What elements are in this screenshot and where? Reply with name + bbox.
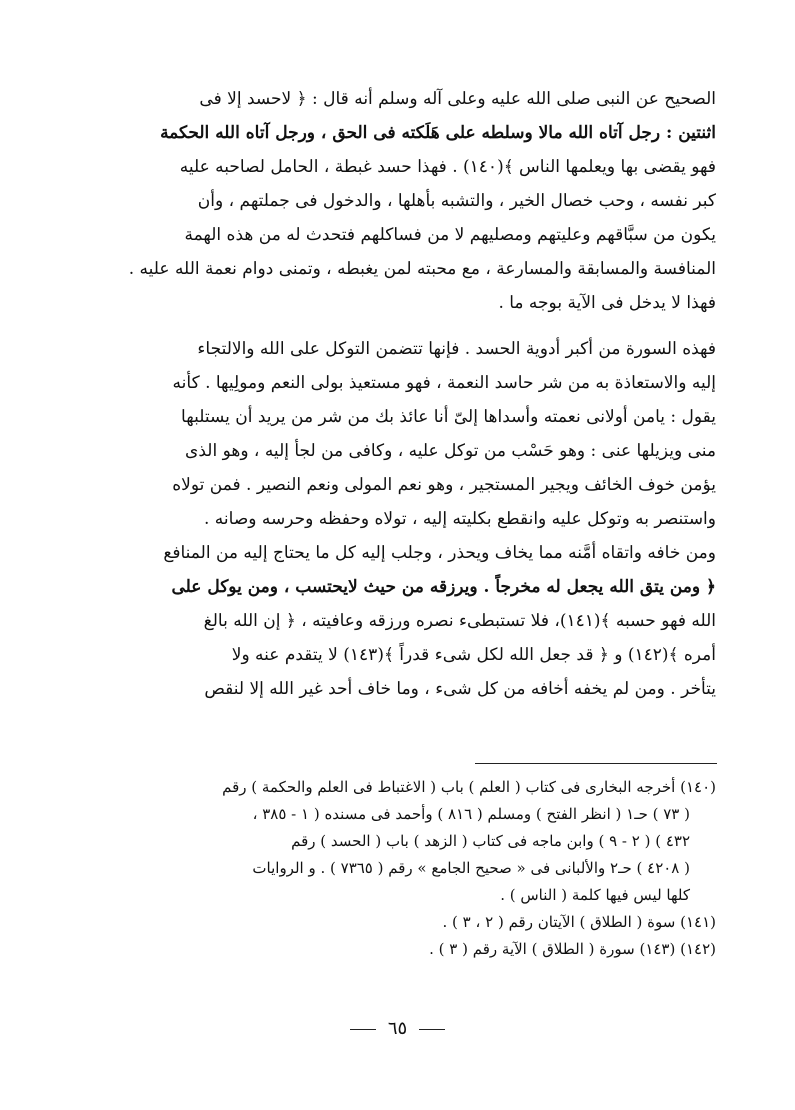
dash-left — [419, 1029, 445, 1030]
body-line: منى ويزيلها عنى : وهو حَسْب من توكل عليه ، وكافى من لجأ إليه ، وهو الذى — [185, 441, 716, 461]
body-line: فهو يقضى بها ويعلمها الناس ﴾(١٤٠) . فهذا حسد غبطة ، الحامل لصاحبه عليه — [179, 157, 716, 177]
footnote-line: ٤٣٢ ) ( ٢ - ٩ ) وابن ماجه فى كتاب ( الزهد ) باب ( الحسد ) رقم — [291, 832, 690, 850]
body-line: فهذه السورة من أكبر أدوية الحسد . فإنها تتضمن التوكل على الله والالتجاء — [197, 339, 716, 359]
body-line: أمره ﴾(١٤٢) و ﴿ قد جعل الله لكل شىء قدراً ﴾(١٤٣) لا يتقدم عنه ولا — [231, 645, 716, 665]
body-line: اثنتين : رجل آتاه الله مالا وسلطه على هَلَكته فى الحق ، ورجل آتاه الله الحكمة — [160, 123, 716, 143]
page-number-text: ٦٥ — [387, 1018, 408, 1039]
footnote-line: ( ٤٢٠٨ ) حـ٢ والألبانى فى « صحيح الجامع » رقم ( ٧٣٦٥ ) . و الروايات — [252, 859, 690, 877]
footnote-line: (١٤٢) (١٤٣) سورة ( الطلاق ) الآية رقم ( ٣ ) . — [429, 940, 716, 958]
footnote-line: (١٤٠) أخرجه البخارى فى كتاب ( العلم ) باب ( الاغتباط فى العلم والحكمة ) رقم — [222, 778, 716, 796]
body-line: واستنصر به وتوكل عليه وانقطع بكليته إليه ، تولاه وحفظه وحرسه وصانه . — [204, 509, 716, 529]
footnote-line: كلها ليس فيها كلمة ( الناس ) . — [500, 886, 690, 904]
footnote-divider — [475, 763, 717, 764]
body-line: يكون من سبَّاقهم وعليتهم ومصليهم لا من فساكلهم فتحدث له من هذه الهمة — [184, 225, 716, 245]
footnotes — [98, 774, 716, 963]
footnote-line: (١٤١) سوة ( الطلاق ) الآيتان رقم ( ٢ ، ٣ ) . — [442, 913, 716, 931]
dash-right — [350, 1029, 376, 1030]
page-number — [0, 1018, 795, 1039]
body-line: المنافسة والمسابقة والمسارعة ، مع محبته لمن يغبطه ، وتمنى دوام نعمة الله عليه . — [128, 259, 716, 279]
body-line: فهذا لا يدخل فى الآية بوجه ما . — [498, 293, 716, 313]
body-line: كبر نفسه ، وحب خصال الخير ، والتشبه بأهلها ، والدخول فى جملتهم ، وأن — [197, 191, 716, 211]
body-line: يتأخر . ومن لم يخفه أخافه من كل شىء ، وما خاف أحد غير الله إلا لنقص — [204, 679, 716, 699]
footnote-line: ( ٧٣ ) حـ١ ( انظر الفتح ) ومسلم ( ٨١٦ ) وأحمد فى مسنده ( ١ - ٣٨٥ ، — [252, 805, 690, 823]
body-line: ومن خافه واتقاه أمَّنه مما يخاف ويحذر ، وجلب إليه كل ما يحتاج إليه من المنافع — [163, 543, 716, 563]
main-text — [98, 82, 716, 706]
body-line: الله فهو حسبه ﴾(١٤١)، فلا تستبطىء نصره ورزقه وعافيته ، ﴿ إن الله بالغ — [203, 611, 716, 631]
body-line: يقول : يامن أولانى نعمته وأسداها إلىّ أنا عائذ بك من شر من يريد أن يستلبها — [181, 407, 716, 427]
body-line: يؤمن خوف الخائف ويجير المستجير ، وهو نعم المولى ونعم النصير . فمن تولاه — [172, 475, 716, 495]
body-line: ﴿ ومن يتق الله يجعل له مخرجاً . ويرزقه من حيث لايحتسب ، ومن يوكل على — [171, 577, 716, 597]
body-line: إليه والاستعاذة به من شر حاسد النعمة ، فهو مستعيذ بولى النعم ومولِيها . كأنه — [172, 373, 716, 393]
body-line: الصحيح عن النبى صلى الله عليه وعلى آله وسلم أنه قال : ﴿ لاحسد إلا فى — [199, 89, 716, 109]
